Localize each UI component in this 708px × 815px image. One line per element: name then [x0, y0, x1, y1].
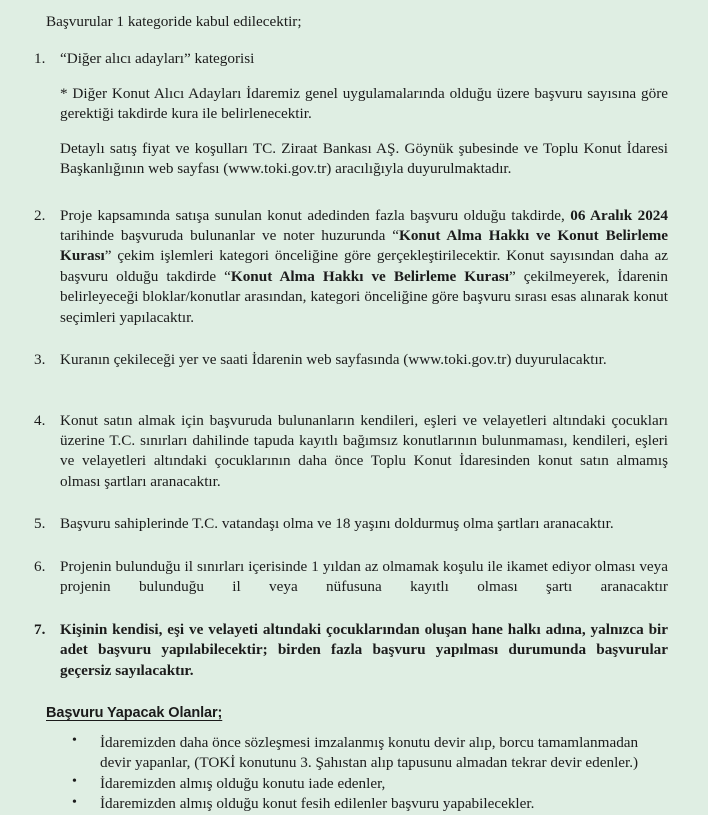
- list-item-1: [34, 49, 668, 69]
- list-marker-1: 1.: [34, 50, 46, 68]
- list-item: [72, 794, 668, 814]
- list-text-2: Proje kapsamında satışa sunulan konut adedinden fazla başvuru olduğu takdirde, 06 Aralık 2024 tarihinde başvuruda bulunanlar ve noter huzurunda “Konut Alma Hakkı ve Konut Belirleme Kurası” çekim işlemleri kategori önceliğine göre gerçekleştirilecektir. Konut sayısından daha az başvuru olduğu takdirde “Konut Alma Hakkı ve Belirleme Kurası” çekilmeyerek, İdarenin belirleyeceği bloklar/konutlar arasından, kategori önceliğine göre başvuru sırası esas alınarak konut seçimleri yapılacaktır.: [60, 206, 669, 326]
- numbered-list: [34, 49, 668, 69]
- list-item-6: [34, 557, 668, 598]
- applicant-bullet-list: [34, 733, 668, 815]
- bullet-icon: •: [72, 774, 77, 790]
- bullet-text: İdaremizden daha önce sözleşmesi imzalanmış konutu devir alıp, borcu tamamlanmadan devir yapanlar, (TOKİ konutunu 3. Şahıstan alıp tapusunu almadan tekrar devir edenler.): [100, 733, 639, 772]
- sub-paragraph-1: * Diğer Konut Alıcı Adayları İdaremiz genel uygulamalarında olduğu üzere başvuru sayısına göre gerektiği takdirde kura ile belirlenecektir.: [60, 84, 668, 123]
- list-item: [72, 733, 668, 774]
- list-marker-7: 7.: [34, 620, 46, 638]
- list-text-4: Konut satın almak için başvuruda bulunanların kendileri, eşleri ve velayetleri altındaki çocukları üzerine T.C. sınırları dahilinde tapuda kayıtlı bağımsız konutlarının bulunmaması, kendileri, eşleri ve velayetleri altındaki çocuklarının daha önce Toplu Konut İdaresinden konut satın almamış olması şartları aranacaktır.: [60, 411, 668, 490]
- bullet-icon: •: [72, 733, 77, 749]
- intro-paragraph: Başvurular 1 kategoride kabul edilecektir;: [46, 13, 302, 30]
- list-item-3: [34, 350, 668, 370]
- list-text-5: Başvuru sahiplerinde T.C. vatandaşı olma ve 18 yaşını doldurmuş olma şartları aranacaktır.: [60, 515, 614, 533]
- section-heading-applicants: Başvuru Yapacak Olanlar;: [46, 704, 223, 721]
- list-text-6: Projenin bulunduğu il sınırları içerisinde 1 yıldan az olmamak koşulu ile ikamet ediyor olması veya projenin bulunduğu il veya nüfusuna kayıtlı olması şartı aranacaktır: [60, 557, 668, 596]
- list-text-1: “Diğer alıcı adayları” kategorisi: [60, 50, 255, 68]
- list-item-7: [34, 620, 668, 681]
- numbered-list-continued: [34, 206, 668, 681]
- sub-paragraph-2: Detaylı satış fiyat ve koşulları TC. Ziraat Bankası AŞ. Göynük şubesinde ve Toplu Konut İdaresi Başkanlığının web sayfası (www.toki.gov.tr) aracılığıyla duyurulmaktadır.: [60, 139, 668, 178]
- list-text-7: Kişinin kendisi, eşi ve velayeti altındaki çocuklarından oluşan hane halkı adına, yalnızca bir adet başvuru yapılabilecektir; birden fazla başvuru yapılması durumunda başvurular geçersiz sayılacaktır.: [60, 620, 668, 679]
- list-marker-4: 4.: [34, 411, 46, 429]
- list-marker-3: 3.: [34, 351, 46, 369]
- list-text-3: Kuranın çekileceği yer ve saati İdarenin web sayfasında (www.toki.gov.tr) duyurulacaktır.: [60, 351, 607, 369]
- bullet-text: İdaremizden almış olduğu konut fesih edilenler başvuru yapabilecekler.: [100, 795, 535, 813]
- list-item-5: [34, 514, 668, 534]
- list-item-4: [34, 411, 668, 493]
- bullet-icon: •: [72, 794, 77, 810]
- list-item: [72, 774, 668, 794]
- list-item-2: [34, 206, 668, 329]
- list-marker-2: 2.: [34, 206, 46, 224]
- list-marker-5: 5.: [34, 515, 46, 533]
- bullet-text: İdaremizden almış olduğu konutu iade edenler,: [100, 774, 386, 792]
- list-marker-6: 6.: [34, 557, 46, 575]
